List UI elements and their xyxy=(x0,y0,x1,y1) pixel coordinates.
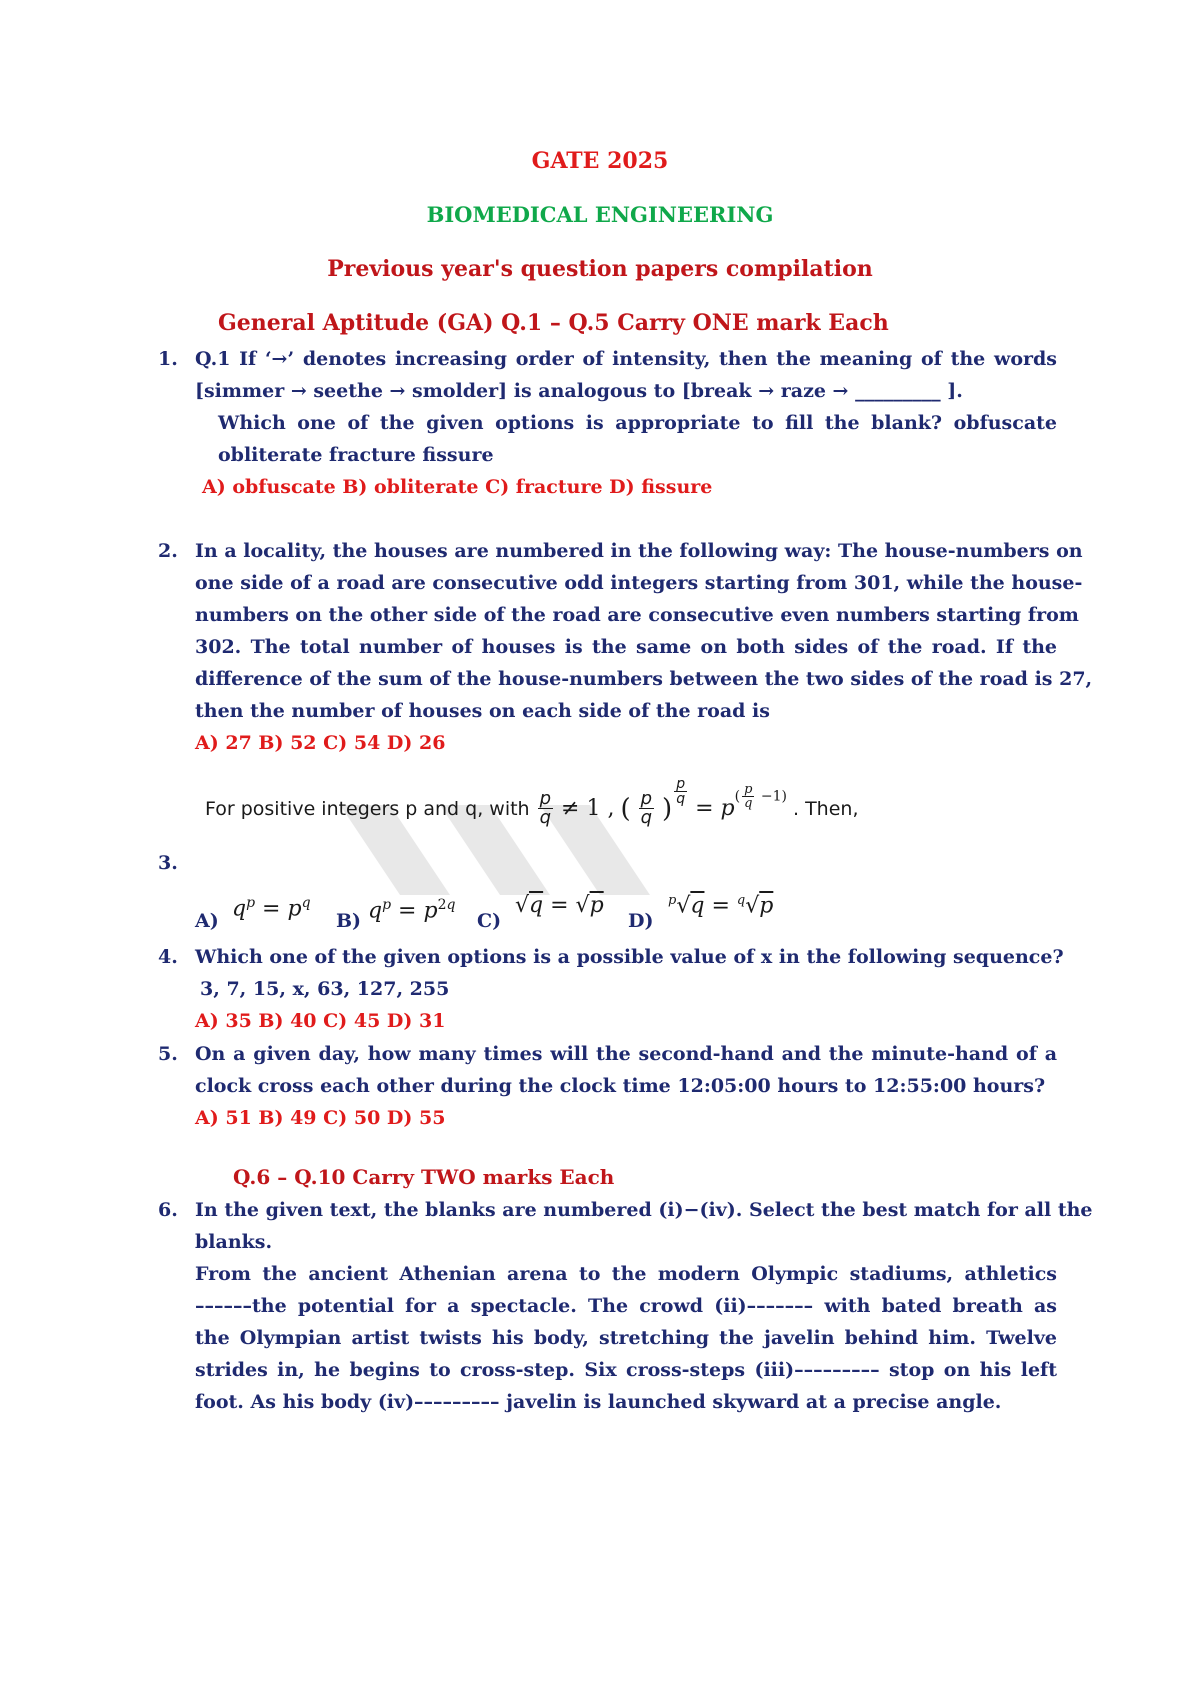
math-stem-prefix: For positive integers p and q, with xyxy=(205,797,530,820)
answer-options: A) 35 B) 40 C) 45 D) 31 xyxy=(195,1010,446,1032)
question-number: 5. xyxy=(158,1043,178,1065)
question-text: one side of a road are consecutive odd integers starting from 301, while the house- xyxy=(195,572,1083,594)
option-a-formula: $q^p = p^q$ xyxy=(232,895,311,922)
sequence-text: 3, 7, 15, x, 63, 127, 255 xyxy=(200,978,450,1000)
question-text: ––––––the potential for a spectacle. The crowd (ii)––––––– with bated breath as xyxy=(195,1295,1057,1317)
question-text: strides in, he begins to cross-step. Six cross-steps (iii)––––––––– stop on his left xyxy=(195,1359,1057,1381)
answer-options: A) 51 B) 49 C) 50 D) 55 xyxy=(195,1107,446,1129)
question-text: 302. The total number of houses is the same on both sides of the road. If the xyxy=(195,636,1057,658)
question-text: On a given day, how many times will the second-hand and the minute-hand of a xyxy=(195,1043,1057,1065)
option-d-formula: $^p$√q = $^q$√p xyxy=(668,893,774,919)
answer-options: A) 27 B) 52 C) 54 D) 26 xyxy=(195,732,446,754)
answer-options: A) obfuscate B) obliterate C) fracture D) fissure xyxy=(202,476,713,498)
question-text: From the ancient Athenian arena to the modern Olympic stadiums, athletics xyxy=(195,1263,1057,1285)
option-b-formula: $q^p = p^{2q}$ xyxy=(368,897,456,924)
option-label: B) xyxy=(336,910,362,932)
option-c-formula: √q = √p xyxy=(515,893,604,918)
question-number: 1. xyxy=(158,348,178,370)
fraction: $\frac{p}{q}$ xyxy=(539,788,552,828)
question-number: 4. xyxy=(158,946,178,968)
section-heading-two-marks: Q.6 – Q.10 Carry TWO marks Each xyxy=(233,1165,615,1189)
math-stem-suffix: . Then, xyxy=(792,797,859,820)
question-text: obliterate fracture fissure xyxy=(218,444,494,466)
math-stem: For positive integers p and q, with $\frac{p}{q}$ ≠ 1 , ( $\frac{p}{q}$ ) $\frac{p}{q}$ = p ( $\frac{p}{q}$ −1) . Then, xyxy=(205,776,859,828)
question-number: 3. xyxy=(158,852,178,874)
subject-heading: BIOMEDICAL ENGINEERING xyxy=(426,202,774,227)
question-text: In a locality, the houses are numbered in the following way: The house-numbers on xyxy=(195,540,1083,562)
question-text: numbers on the other side of the road are consecutive even numbers starting from xyxy=(195,604,1079,626)
subtitle: Previous year's question papers compilation xyxy=(327,256,873,282)
question-text: difference of the sum of the house-numbers between the two sides of the road is 27, xyxy=(195,668,1093,690)
option-label: C) xyxy=(477,910,502,932)
question-text: then the number of houses on each side of the road is xyxy=(195,700,770,722)
question-text: Which one of the given options is appropriate to fill the blank? obfuscate xyxy=(218,412,1057,434)
question-text: the Olympian artist twists his body, stretching the javelin behind him. Twelve xyxy=(195,1327,1057,1349)
question-text: [simmer → seethe → smolder] is analogous to [break → raze → _________ ]. xyxy=(195,380,963,402)
option-label: A) xyxy=(195,910,219,932)
question-text: clock cross each other during the clock time 12:05:00 hours to 12:55:00 hours? xyxy=(195,1075,1046,1097)
question-text: Which one of the given options is a possible value of x in the following sequence? xyxy=(195,946,1064,968)
question-text: blanks. xyxy=(195,1231,273,1253)
question-text: In the given text, the blanks are numbered (i)−(iv). Select the best match for all the xyxy=(195,1199,1093,1221)
option-label: D) xyxy=(628,910,654,932)
section-heading-one-mark: General Aptitude (GA) Q.1 – Q.5 Carry ONE mark Each xyxy=(218,310,889,336)
document-title: GATE 2025 xyxy=(531,148,669,174)
question-text: foot. As his body (iv)––––––––– javelin is launched skyward at a precise angle. xyxy=(195,1391,1002,1413)
question-text: Q.1 If ‘→’ denotes increasing order of intensity, then the meaning of the words xyxy=(195,348,1057,370)
question-number: 2. xyxy=(158,540,178,562)
question-number: 6. xyxy=(158,1199,178,1221)
